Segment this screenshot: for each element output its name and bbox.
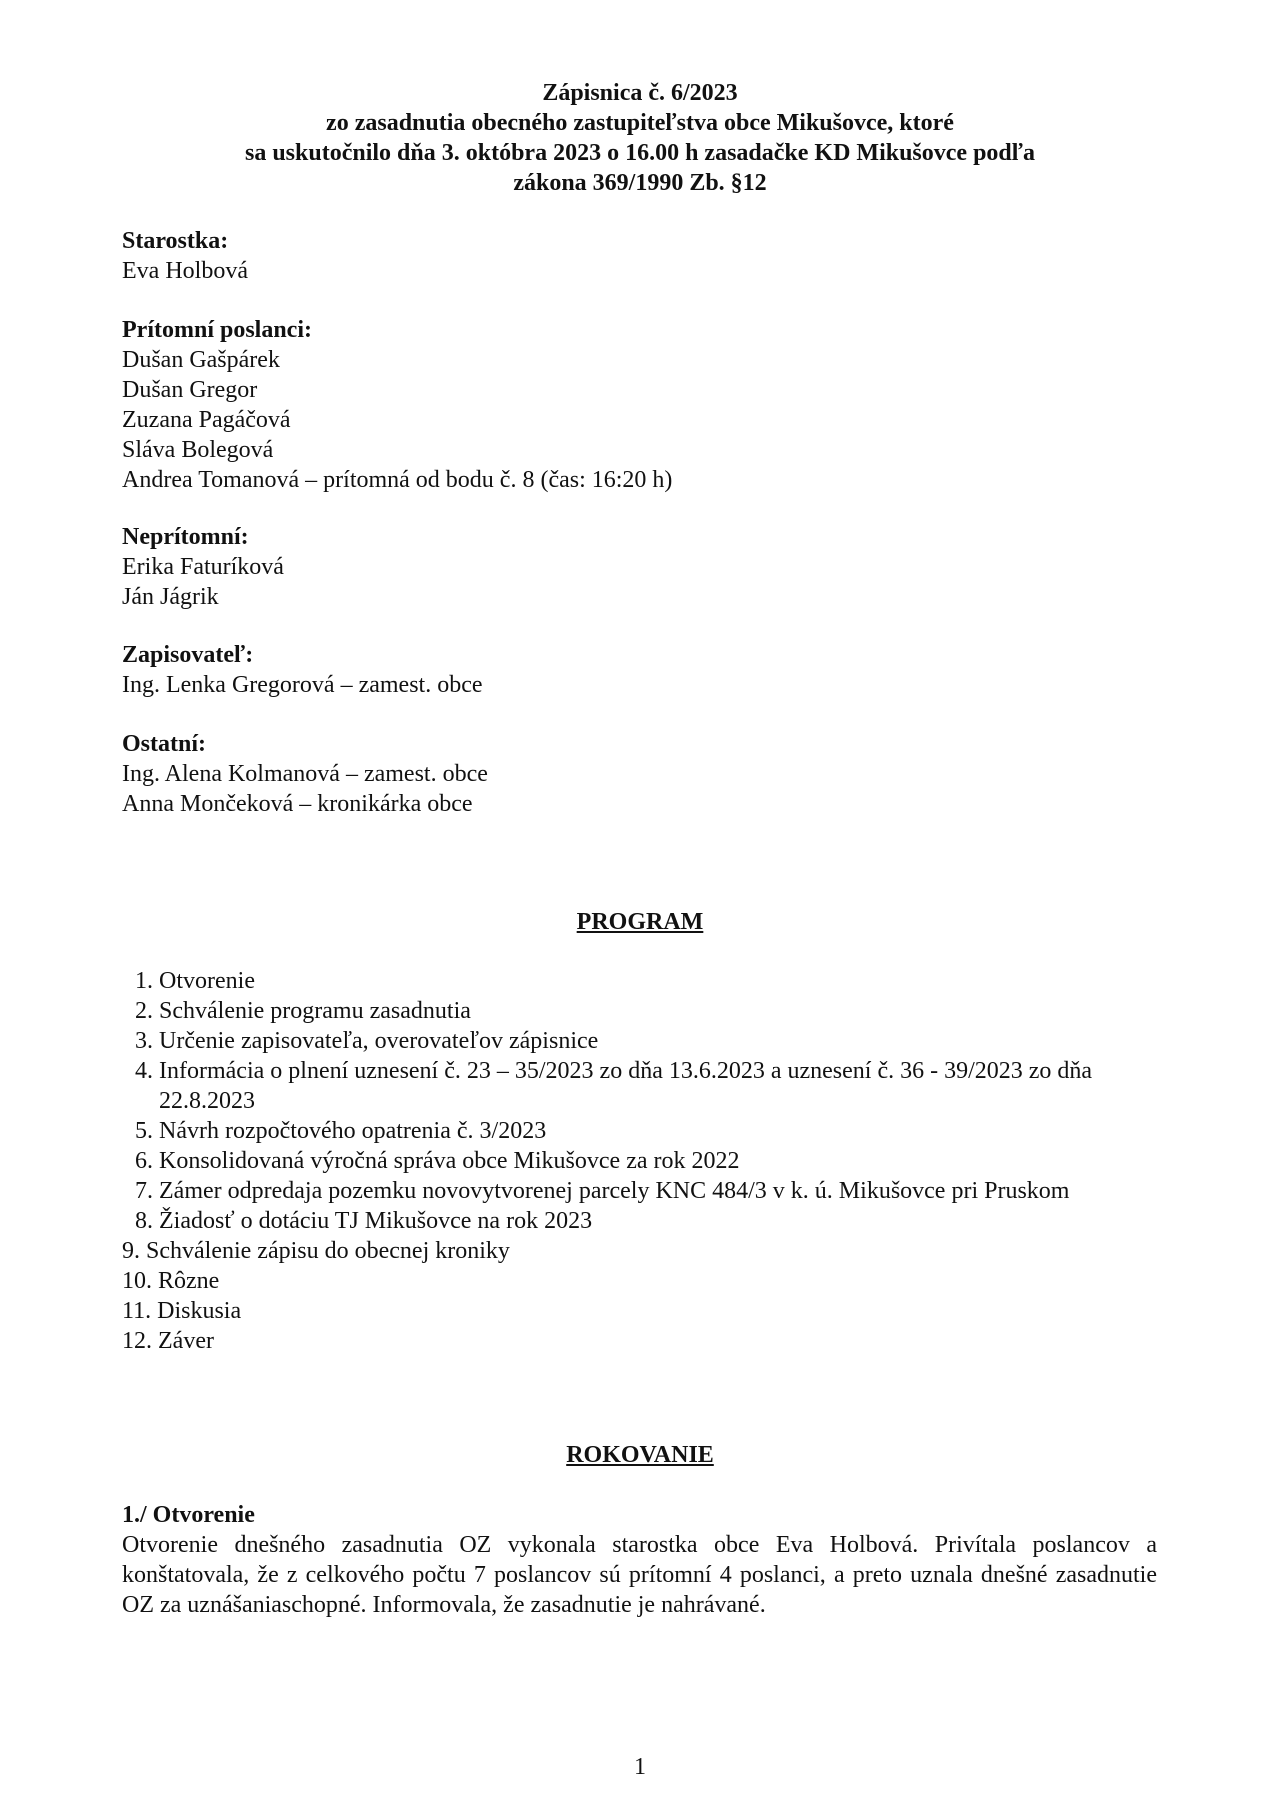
pritomni-name: Sláva Bolegová (122, 437, 274, 463)
program-item-number: 6. (135, 1148, 153, 1174)
zapisovatel-name: Ing. Lenka Gregorová – zamest. obce (122, 672, 483, 698)
program-item-number: 8. (135, 1208, 153, 1234)
pritomni-name: Dušan Gašpárek (122, 347, 280, 373)
pritomni-name: Andrea Tomanová – prítomná od bodu č. 8 (čas: 16:20 h) (122, 467, 673, 493)
program-item-text: Informácia o plnení uznesení č. 23 – 35/2023 zo dňa 13.6.2023 a uznesení č. 36 - 39/2023 zo dňa 22.8.2023 (159, 1058, 1093, 1114)
header-title: Zápisnica č. 6/2023 (542, 80, 738, 106)
program-item (122, 1116, 1162, 1146)
pritomni-name: Dušan Gregor (122, 377, 258, 403)
header-line-2: zo zasadnutia obecného zastupiteľstva obce Mikušovce, ktoré (326, 110, 954, 136)
ostatni-label: Ostatní: (122, 731, 206, 757)
program-item (122, 1146, 1162, 1176)
program-item-text: Schválenie programu zasadnutia (159, 998, 471, 1024)
program-item-number: 10. (122, 1268, 152, 1294)
document-header (120, 78, 1160, 198)
program-item (122, 1236, 1162, 1266)
program-item-text: Rôzne (158, 1268, 220, 1294)
program-item-number: 12. (122, 1328, 152, 1354)
program-item (122, 1176, 1162, 1206)
program-item-text: Žiadosť o dotáciu TJ Mikušovce na rok 2023 (159, 1208, 593, 1234)
program-item (122, 1056, 1162, 1116)
nepritomni-name: Erika Faturíková (122, 554, 284, 580)
program-item-text: Otvorenie (159, 968, 255, 994)
ostatni-section (122, 729, 1162, 819)
nepritomni-section (122, 522, 1162, 612)
program-item-number: 2. (135, 998, 153, 1024)
program-item-text: Diskusia (157, 1298, 242, 1324)
pritomni-label: Prítomní poslanci: (122, 317, 312, 343)
section-1-text: Otvorenie dnešného zasadnutia OZ vykonala starostka obce Eva Holbová. Privítala poslancov a konštatovala, že z celkového počtu 7 poslancov sú prítomní 4 poslanci, a preto uznala dnešné zasadnutie OZ za uznášaniaschopné. Informovala, že zasadnutie je nahrávané. (122, 1532, 1157, 1618)
program-item-text: Zámer odpredaja pozemku novovytvorenej parcely KNC 484/3 v k. ú. Mikušovce pri Pruskom (159, 1178, 1070, 1204)
starostka-name: Eva Holbová (122, 258, 248, 284)
program-item-number: 11. (122, 1298, 152, 1324)
nepritomni-label: Neprítomní: (122, 524, 249, 550)
program-item-number: 5. (135, 1118, 153, 1144)
program-item-number: 1. (135, 968, 153, 994)
program-item (122, 1206, 1162, 1236)
program-item (122, 996, 1162, 1026)
header-line-3: sa uskutočnilo dňa 3. októbra 2023 o 16.00 h zasadačke KD Mikušovce podľa (244, 140, 1036, 166)
rokovanie-title: ROKOVANIE (566, 1442, 714, 1468)
page-number: 1 (634, 1754, 646, 1780)
zapisovatel-section (122, 640, 1162, 700)
zapisovatel-label: Zapisovateľ: (122, 642, 254, 668)
program-item-number: 9. (122, 1238, 140, 1264)
starostka-section (122, 226, 1162, 286)
nepritomni-name: Ján Jágrik (122, 584, 219, 610)
program-title: PROGRAM (576, 909, 704, 935)
program-item (122, 1296, 1162, 1326)
program-item-text: Konsolidovaná výročná správa obce Mikušovce za rok 2022 (159, 1148, 740, 1174)
starostka-label: Starostka: (122, 228, 229, 254)
program-item (122, 1266, 1162, 1296)
program-item-number: 4. (135, 1058, 153, 1084)
program-item (122, 1326, 1162, 1356)
program-item-text: Záver (158, 1328, 214, 1354)
program-item-text: Určenie zapisovateľa, overovateľov zápisnice (159, 1028, 599, 1054)
program-item-number: 7. (135, 1178, 153, 1204)
program-item-number: 3. (135, 1028, 153, 1054)
ostatni-name: Anna Mončeková – kronikárka obce (122, 791, 473, 817)
program-item (122, 1026, 1162, 1056)
section-1-heading: 1./ Otvorenie (122, 1502, 255, 1528)
program-item-text: Schválenie zápisu do obecnej kroniky (146, 1238, 510, 1264)
header-line-4: zákona 369/1990 Zb. §12 (513, 170, 767, 196)
program-item-text: Návrh rozpočtového opatrenia č. 3/2023 (159, 1118, 547, 1144)
ostatni-name: Ing. Alena Kolmanová – zamest. obce (122, 761, 488, 787)
program-list (122, 966, 1162, 1356)
pritomni-section (122, 315, 1162, 495)
pritomni-name: Zuzana Pagáčová (122, 407, 291, 433)
program-item (122, 966, 1162, 996)
